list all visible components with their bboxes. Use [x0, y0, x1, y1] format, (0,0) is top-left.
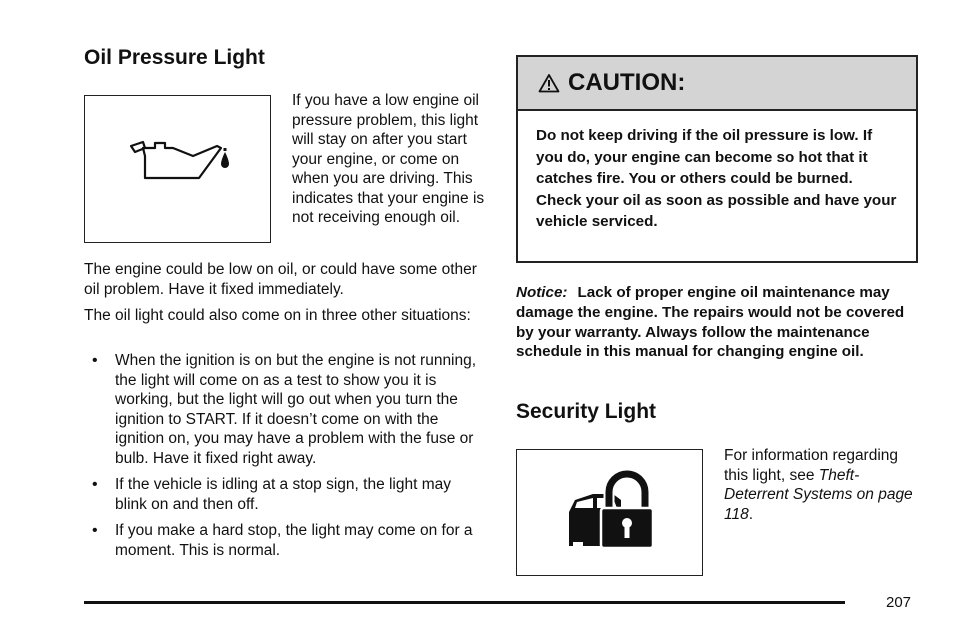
oil-can-icon — [85, 96, 269, 241]
oil-icon-description: If you have a low engine oil pressure problem, this light will stay on after you start your engine, or come on when you are driving. This indicates that your engine is not receiving enough oil. — [292, 92, 485, 226]
caution-title: CAUTION: — [568, 69, 686, 96]
oil-pressure-heading: Oil Pressure Light — [84, 46, 265, 69]
car-lock-icon — [517, 450, 701, 574]
page-number: 207 — [886, 594, 912, 611]
list-item: • When the ignition is on but the engine is not running, the light will come on as a test to show you it is working, but the light will go out when you turn the ignition to START. If it doesn’t come on with the ignition on, you may have a problem with the fuse or bulb. Have it fixed right away. — [84, 351, 484, 468]
security-text-prefix: For information regarding this light, see — [724, 447, 899, 484]
oil-paragraph-2: The oil light could also come on in three other situations: — [84, 307, 471, 324]
footer-rule — [84, 601, 845, 604]
caution-header — [518, 57, 916, 111]
oil-icon-box — [84, 95, 271, 243]
notice-paragraph — [516, 283, 921, 362]
security-heading: Security Light — [516, 400, 657, 423]
warning-triangle-icon — [538, 73, 560, 93]
security-crossref-link[interactable]: Theft-Deterrent Systems on page 118 — [724, 466, 913, 523]
security-text-suffix: . — [748, 505, 754, 523]
notice-label: Notice: — [516, 284, 568, 301]
oil-situations-list — [84, 351, 484, 567]
caution-text: Do not keep driving if the oil pressure is low. If you do, your engine can become so hot that it catches fire. You or others could be burned. Check your oil as soon as possible and have your vehicle serviced. — [536, 127, 897, 230]
oil-paragraph-1: The engine could be low on oil, or could have some other oil problem. Have it fixed immediately. — [84, 261, 477, 298]
list-item: • If you make a hard stop, the light may come on for a moment. This is normal. — [84, 521, 484, 560]
security-description — [724, 446, 914, 524]
list-item: • If the vehicle is idling at a stop sign, the light may blink on and then off. — [84, 475, 484, 514]
notice-text: Lack of proper engine oil maintenance may damage the engine. The repairs would not be covered by your warranty. Always follow the maintenance schedule in this manual for changing engine oil. — [516, 284, 905, 361]
caution-box — [516, 55, 918, 263]
security-icon-box — [516, 449, 703, 576]
